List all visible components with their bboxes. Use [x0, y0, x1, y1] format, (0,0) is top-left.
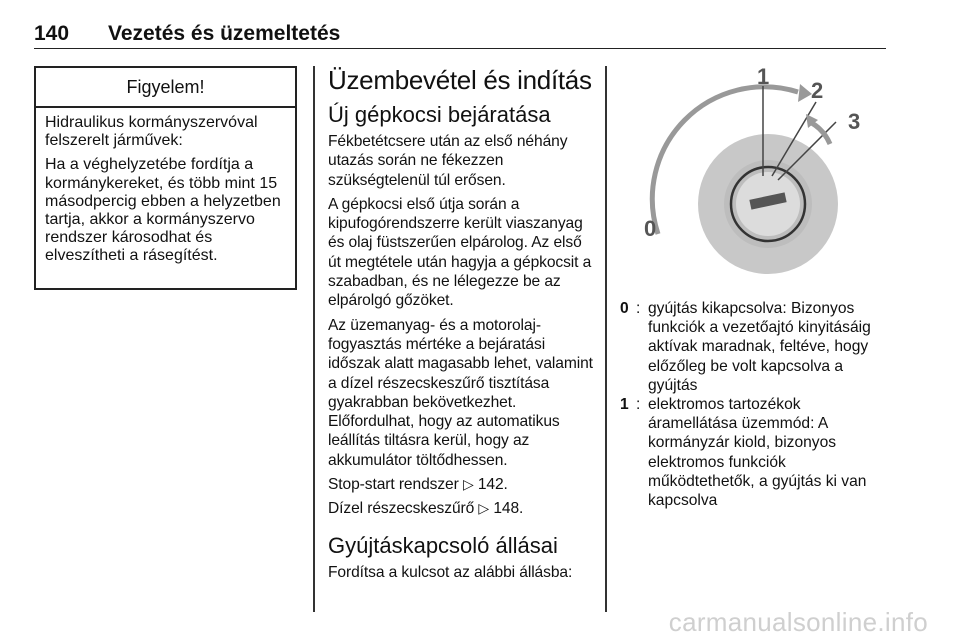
- cross-reference[interactable]: [328, 475, 598, 494]
- page-number: 140: [34, 22, 70, 45]
- page-header: [34, 14, 886, 49]
- position-label-0: 0: [644, 216, 657, 241]
- position-label-1: 1: [757, 64, 770, 89]
- list-item: [620, 395, 890, 510]
- definition-colon: :: [636, 300, 641, 317]
- body-paragraph: A gépkocsi első útja során a kipufogórendszerre került viaszanyag és olaj füstszerűen elpárolog. Az első út megtétele után hagyja a gépkocsit a szabadban, és ne lélegezze be az elpárolgó gőzöket.: [328, 195, 592, 310]
- warning-title: Figyelem!: [36, 68, 295, 108]
- reference-text: Stop-start rendszer: [328, 476, 459, 494]
- section-title: Üzembevétel és indítás: [328, 65, 592, 95]
- definition-text: gyújtás kikapcsolva: Bizonyos funkciók a vezetőajtó kinyitásáig aktívak maradnak, feltéve, hogy előzőleg be volt kapcsolva a gyújtás: [648, 300, 871, 394]
- reference-page: 148.: [493, 500, 524, 518]
- main-column: [328, 64, 598, 587]
- cross-reference[interactable]: [328, 499, 598, 518]
- reference-text: Dízel részecskeszűrő: [328, 500, 475, 518]
- subsection-title: Gyújtáskapcsoló állásai: [328, 532, 558, 558]
- arrow-right-icon: ▷: [462, 476, 474, 493]
- list-item: [620, 299, 890, 395]
- watermark: carmanualsonline.info: [668, 607, 928, 637]
- body-paragraph: Fékbetétcsere után az első néhány utazás során ne fékezzen szükségtelenül túl erősen.: [328, 133, 568, 189]
- body-paragraph: Fordítsa a kulcsot az alábbi állásba:: [328, 563, 573, 581]
- position-label-2: 2: [811, 78, 824, 103]
- subsection-title: Új gépkocsi bejáratása: [328, 102, 551, 127]
- chapter-title: Vezetés és üzemeltetés: [108, 22, 341, 45]
- warning-box: [34, 66, 297, 290]
- arrow-right-icon: ▷: [478, 500, 490, 517]
- right-column: [620, 64, 890, 510]
- body-paragraph: Az üzemanyag- és a motorolaj-fogyasztás mértéke a bejáratási időszak alatt magasabb lehet, valamint a dízel részecskeszűrő tisztítása gyakrabban bekövetkezhet. Előfordulhat, hogy az automatikus leállítás tiltásra kerül, hogy az akkumulátor töltődhessen.: [328, 316, 593, 469]
- column-divider: [605, 66, 607, 612]
- reference-page: 142.: [477, 476, 508, 494]
- definition-colon: :: [636, 396, 641, 414]
- definition-list: [620, 299, 890, 510]
- ignition-switch-illustration: [620, 64, 885, 276]
- definition-text: elektromos tartozékok áramellátása üzemmód: A kormányzár kiold, bizonyos elektromos funkciók működtethetők, a gyújtás ki van kapcsolva: [648, 396, 867, 510]
- warning-paragraph: Ha a véghelyzetébe fordítja a kormánykereket, és több mint 15 másodpercig ebben a helyzetben tartja, akkor a kormányszervo rendszer károsodhat és elveszítheti a rásegítést.: [45, 156, 281, 265]
- column-divider: [313, 66, 315, 612]
- definition-number: 1: [620, 396, 629, 414]
- position-label-3: 3: [848, 109, 861, 134]
- definition-number: 0: [620, 300, 629, 317]
- warning-paragraph: Hidraulikus kormányszervóval felszerelt járművek:: [45, 114, 258, 150]
